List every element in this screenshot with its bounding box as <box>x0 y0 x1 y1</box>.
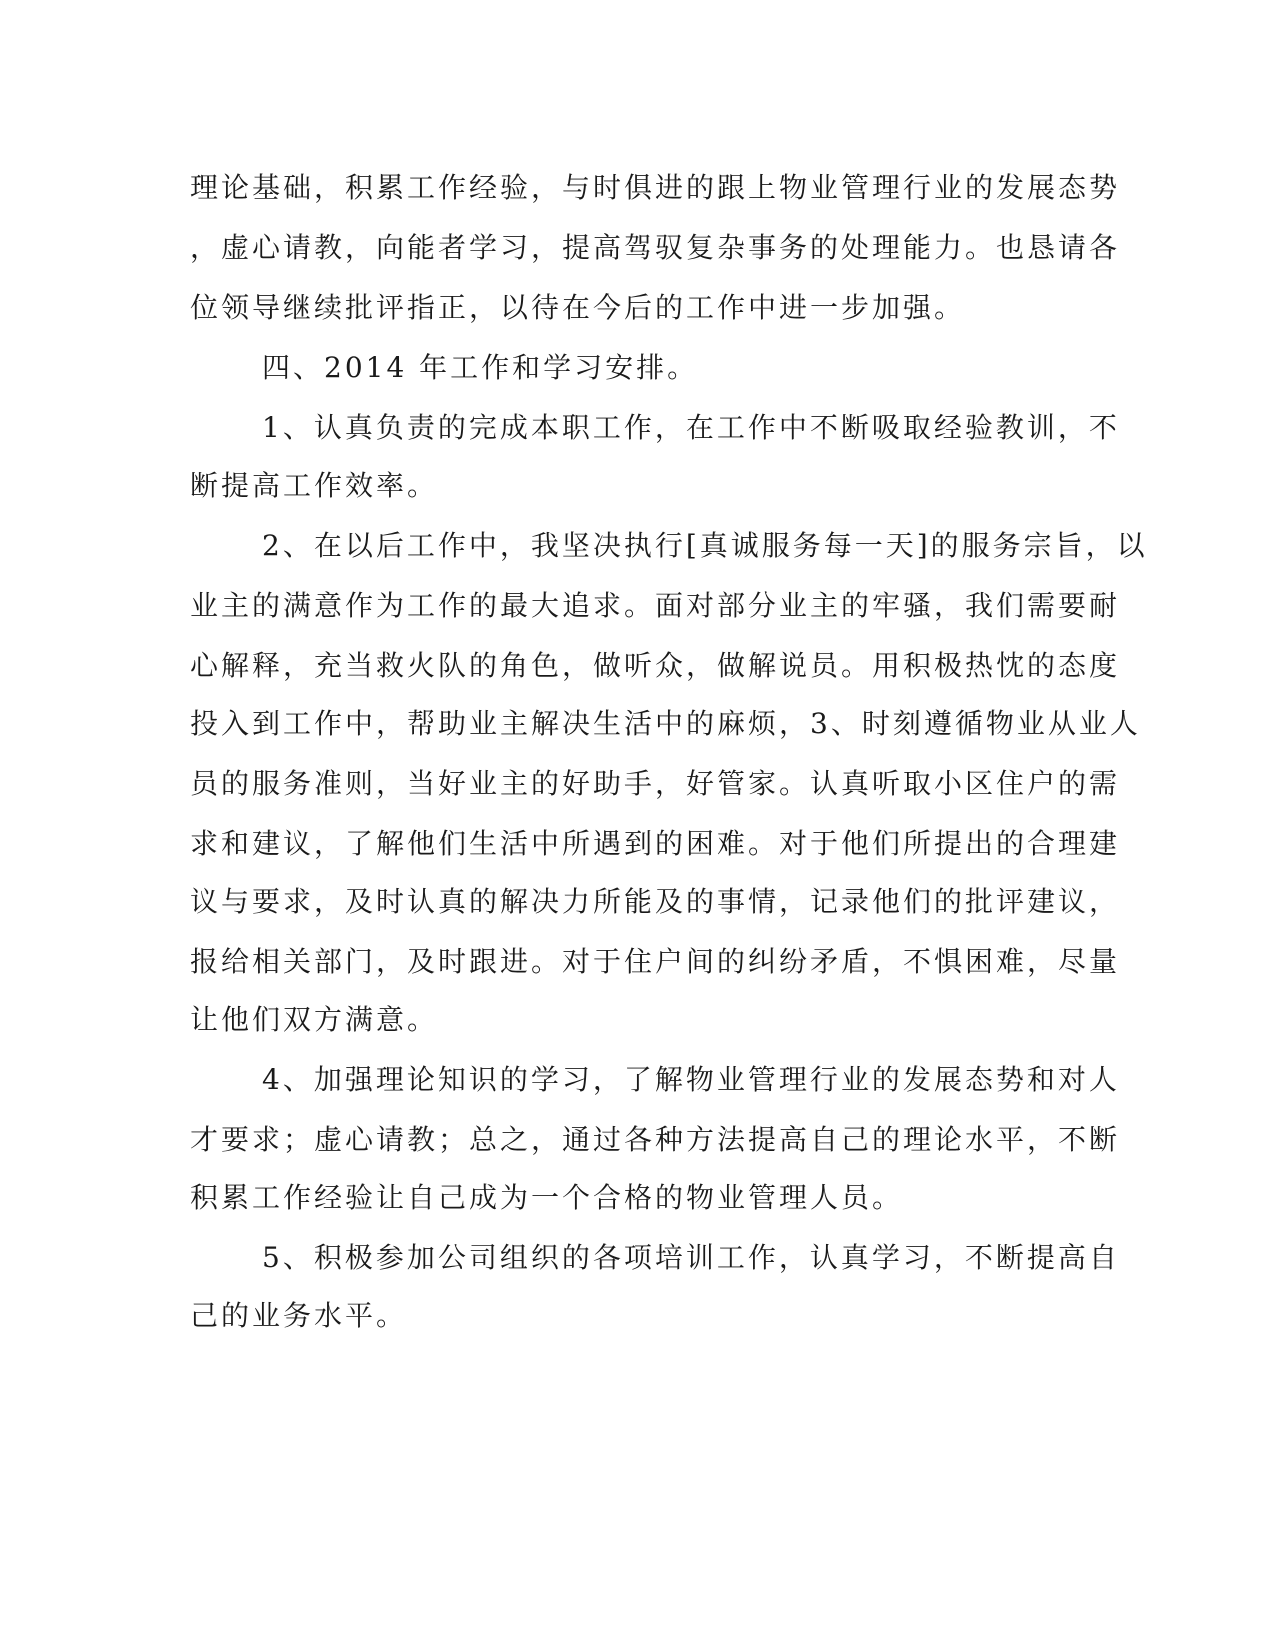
text-line: 己的业务水平。 <box>190 1299 408 1332</box>
text-line: 业主的满意作为工作的最大追求。面对部分业主的牢骚，我们需要耐 <box>190 589 1121 622</box>
text-line: 报给相关部门，及时跟进。对于住户间的纠纷矛盾，不惧困难，尽量 <box>190 945 1121 978</box>
text-line: 1、认真负责的完成本职工作，在工作中不断吸取经验教训，不 <box>262 411 1120 444</box>
text-line: 4、加强理论知识的学习，了解物业管理行业的发展态势和对人 <box>262 1063 1120 1096</box>
text-line: 5、积极参加公司组织的各项培训工作，认真学习，不断提高自 <box>262 1241 1120 1274</box>
text-line: 断提高工作效率。 <box>190 469 439 502</box>
text-line: 议与要求，及时认真的解决力所能及的事情，记录他们的批评建议， <box>190 885 1121 918</box>
text-line: 位领导继续批评指正，以待在今后的工作中进一步加强。 <box>190 291 966 324</box>
text-line: 理论基础，积累工作经验，与时俱进的跟上物业管理行业的发展态势 <box>190 171 1121 204</box>
text-line: 才要求；虚心请教；总之，通过各种方法提高自己的理论水平，不断 <box>190 1123 1121 1156</box>
text-line: 让他们双方满意。 <box>190 1003 439 1036</box>
text-line: 2、在以后工作中，我坚决执行[真诚服务每一天]的服务宗旨，以 <box>262 529 1148 562</box>
text-line: 投入到工作中，帮助业主解决生活中的麻烦，3、时刻遵循物业从业人 <box>190 707 1141 740</box>
text-line: 心解释，充当救火队的角色，做听众，做解说员。用积极热忱的态度 <box>190 649 1121 682</box>
section-heading: 四、2014 年工作和学习安排。 <box>262 351 699 384</box>
text-line: 积累工作经验让自己成为一个合格的物业管理人员。 <box>190 1181 904 1214</box>
text-line: 员的服务准则，当好业主的好助手，好管家。认真听取小区住户的需 <box>190 767 1121 800</box>
text-line: ，虚心请教，向能者学习，提高驾驭复杂事务的处理能力。也恳请各 <box>190 231 1121 264</box>
text-line: 求和建议，了解他们生活中所遇到的困难。对于他们所提出的合理建 <box>190 827 1121 860</box>
